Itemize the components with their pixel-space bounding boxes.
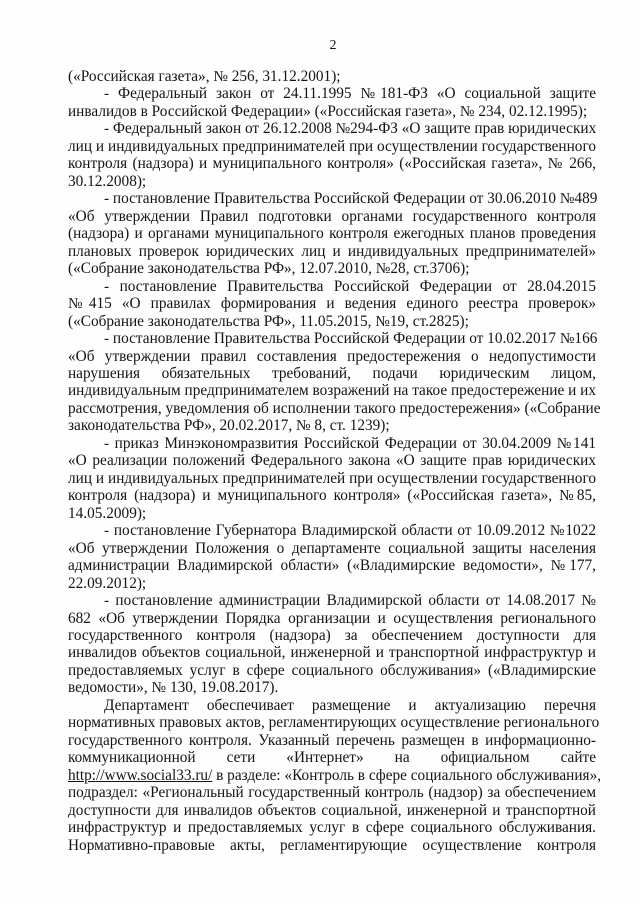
text-line: лиц и индивидуальных предпринимателей при осуществлении государственного [68,469,596,487]
text-line: («Собрание законодательства РФ», 11.05.2015, №19, ст.2825); [68,312,469,330]
text-line: инвалидов в Российской Федерации» («Российская газета», № 234, 02.12.1995); [68,102,588,120]
text-line: Департамент обеспечивает размещение и актуализацию перечня [104,696,596,714]
document-body [68,68,602,854]
text-line: государственного контроля. Указанный перечень размещен в информационно- [68,731,596,749]
page-number: 2 [329,38,337,53]
text-line: - постановление администрации Владимирской области от 14.08.2017 № [104,592,596,610]
text-line: ведомости», № 130, 19.08.2017). [68,679,279,697]
text-line: - Федеральный закон от 24.11.1995 №181-ФЗ «О социальной защите [104,85,596,103]
text-line: («Собрание законодательства РФ», 12.07.2010, №28, ст.3706); [68,260,470,278]
text-line: - приказ Минэкономразвития Российской Федерации от 30.04.2009 №141 [104,434,596,452]
text-line: «О реализации положений Федерального закона «О защите прав юридических [68,452,596,470]
text-line: Нормативно-правовые акты, регламентирующие осуществление контроля [68,836,596,854]
text-line: инвалидов объектов социальной, инженерной и транспортной инфраструктур и [68,644,596,662]
text-line: нарушения обязательных требований, подачи юридическим лицом, [68,364,596,382]
text-line: 14.05.2009); [68,504,147,522]
text-line: лиц и индивидуальных предпринимателей при осуществлении государственного [68,137,596,155]
text-line: - постановление Правительства Российской Федерации от 28.04.2015 [104,277,596,295]
text-line: «Об утверждении правил составления предостережения о недопустимости [68,347,596,365]
text-line: рассмотрения, уведомления об исполнении такого предостережения» («Собрание [68,399,601,417]
text-line: - постановление Губернатора Владимирской области от 10.09.2012 №1022 [104,522,596,540]
text-line: 682 «Об утверждении Порядка организации и осуществления регионального [68,609,596,627]
text-line: (надзора) и органами муниципального контроля ежегодных планов проведения [68,225,596,243]
text-line: коммуникационной сети «Интернет» на официальном сайте [68,749,596,767]
text-line: («Российская газета», № 256, 31.12.2001); [68,68,341,85]
text-line: законодательства РФ», 20.02.2017, № 8, ст. 1239); [68,417,390,435]
text-line: - постановление Правительства Российской Федерации от 30.06.2010 №489 [104,190,598,208]
text-line: инфраструктур и предоставляемых услуг в сфере социального обслуживания. [68,819,596,837]
text-line: индивидуальным предпринимателем возражений на такое предостережение и их [68,382,596,400]
text-line: «Об утверждении Положения о департаменте социальной защиты населения [68,539,596,557]
text-line: нормативных правовых актов, регламентирующих осуществление регионального [68,714,600,732]
text-line: администрации Владимирской области» («Владимирские ведомости», №177, [68,557,596,575]
website-link[interactable]: http://www.social33.ru/ [68,766,213,784]
text-line-rest: в разделе: «Контроль в сфере социального обслуживания», [212,766,602,784]
text-line: предоставляемых услуг в сфере социального обслуживания» («Владимирские [68,661,596,679]
text-line: №415 «О правилах формирования и ведения единого реестра проверок» [68,295,596,313]
text-line: доступности для инвалидов объектов социальной, инженерной и транспортной [68,801,596,819]
text-line: подраздел: «Региональный государственный контроль (надзор) за обеспечением [68,784,596,802]
text-line: 22.09.2012); [68,574,147,592]
text-line: 30.12.2008); [68,172,147,190]
text-line: «Об утверждении Правил подготовки органами государственного контроля [68,207,596,225]
text-line: контроля (надзора) и муниципального контроля» («Российская газета», №85, [68,487,596,505]
text-line: - Федеральный закон от 26.12.2008 №294-ФЗ «О защите прав юридических [104,120,597,138]
text-line: - постановление Правительства Российской Федерации от 10.02.2017 №166 [104,330,598,348]
text-line [68,766,602,784]
text-line: контроля (надзора) и муниципального контроля» («Российская газета», № 266, [68,155,596,173]
text-line: государственного контроля (надзора) за обеспечением доступности для [68,627,596,644]
text-line: плановых проверок юридических лиц и индивидуальных предпринимателей» [68,242,596,260]
